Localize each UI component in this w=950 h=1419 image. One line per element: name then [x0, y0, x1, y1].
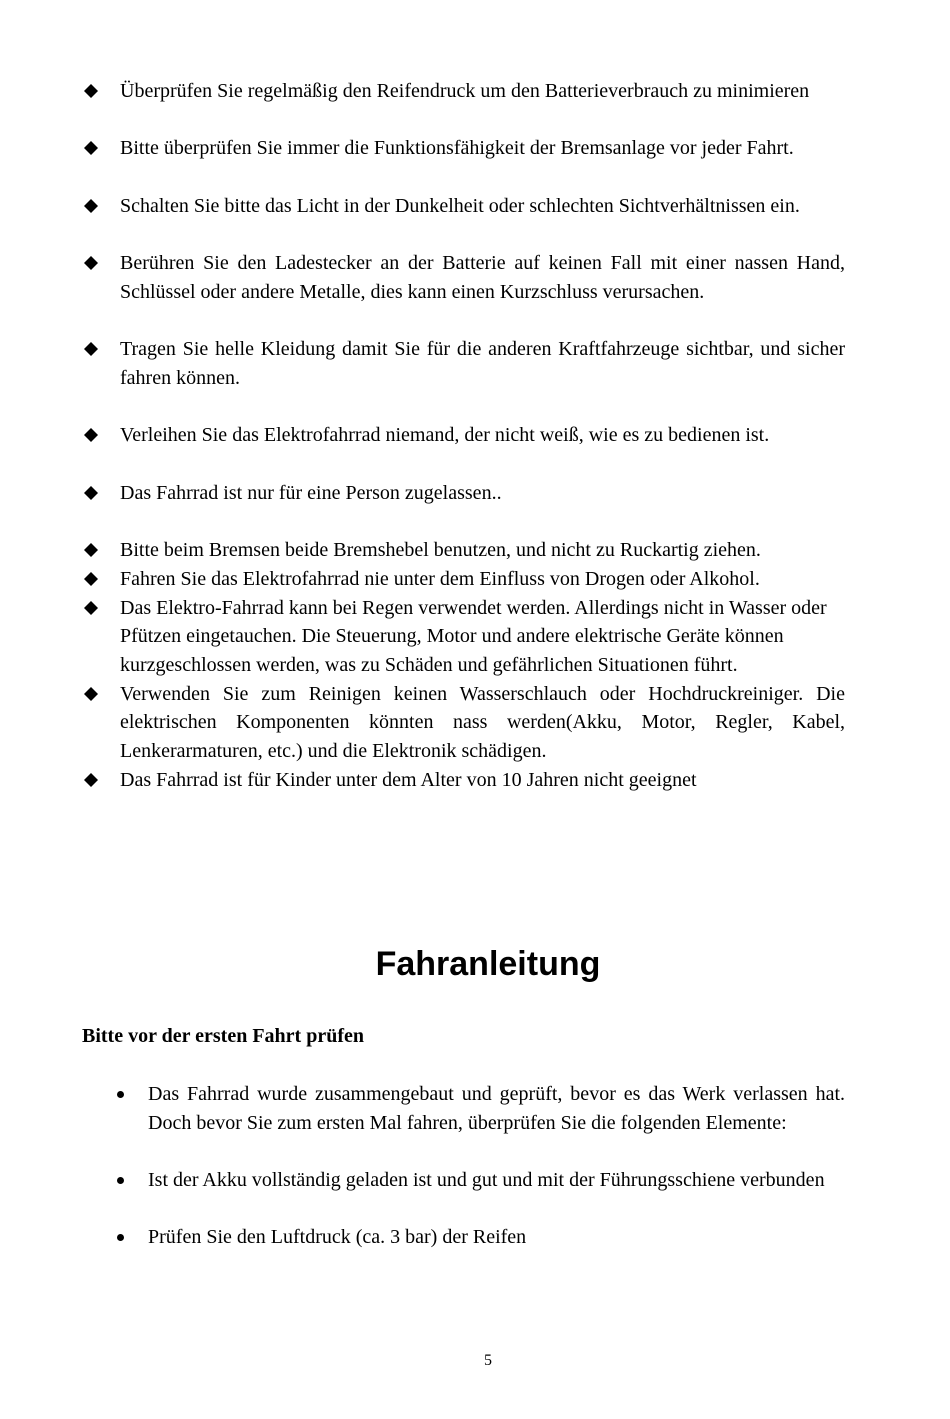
list-item	[82, 1223, 845, 1252]
list-item-text: Ist der Akku vollständig geladen ist und gut und mit der Führungsschiene verbunden	[148, 1169, 825, 1192]
list-item	[82, 565, 845, 594]
list-item-text: Das Elektro-Fahrrad kann bei Regen verwendet werden. Allerdings nicht in Wasser oder Pfützen eingetauchen. Die Steuerung, Motor und andere elektrische Geräte können kurzgeschlossen werden, was zu Schäden und gefährlichen Situationen führt.	[120, 596, 827, 676]
list-item	[82, 134, 845, 163]
list-item-text: Tragen Sie helle Kleidung damit Sie für die anderen Kraftfahrzeuge sichtbar, und sicher fahren können.	[120, 338, 845, 389]
diamond-bullet-icon	[84, 486, 98, 500]
section-subtitle: Bitte vor der ersten Fahrt prüfen	[82, 1025, 364, 1047]
list-item	[82, 536, 845, 565]
list-item-text: Schalten Sie bitte das Licht in der Dunkelheit oder schlechten Sichtverhältnissen ein.	[120, 194, 800, 217]
list-item	[82, 594, 845, 680]
diamond-bullet-icon	[84, 342, 98, 356]
safety-list	[82, 77, 845, 794]
diamond-bullet-icon	[84, 687, 98, 701]
list-item-text: Das Fahrrad ist für Kinder unter dem Alter von 10 Jahren nicht geeignet	[120, 768, 697, 791]
list-item-text: Verwenden Sie zum Reinigen keinen Wasserschlauch oder Hochdruckreiniger. Die elektrischen Komponenten könnten nass werden(Akku, Motor, Regler, Kabel, Lenkerarmaturen, etc.) und die Elektronik schädigen.	[120, 682, 845, 763]
diamond-bullet-icon	[84, 428, 98, 442]
list-item	[82, 680, 845, 766]
list-item-text: Das Fahrrad ist nur für eine Person zugelassen..	[120, 481, 502, 504]
list-item	[82, 249, 845, 306]
list-item-text: Prüfen Sie den Luftdruck (ca. 3 bar) der Reifen	[148, 1226, 527, 1249]
diamond-bullet-icon	[84, 601, 98, 615]
diamond-bullet-icon	[84, 256, 98, 270]
list-item-text: Berühren Sie den Ladestecker an der Batterie auf keinen Fall mit einer nassen Hand, Schlüssel oder andere Metalle, dies kann einen Kurzschluss verursachen.	[120, 252, 845, 303]
list-item-text: Verleihen Sie das Elektrofahrrad niemand, der nicht weiß, wie es zu bedienen ist.	[120, 424, 770, 447]
list-item-text: Das Fahrrad wurde zusammengebaut und geprüft, bevor es das Werk verlassen hat. Doch bevor Sie zum ersten Mal fahren, überprüfen Sie die folgenden Elemente:	[148, 1083, 845, 1134]
diamond-bullet-icon	[84, 84, 98, 98]
list-item-text: Bitte beim Bremsen beide Bremshebel benutzen, und nicht zu Ruckartig ziehen.	[120, 539, 761, 562]
diamond-bullet-icon	[84, 543, 98, 557]
dot-bullet-icon	[117, 1234, 124, 1241]
section-title: Fahranleitung	[375, 945, 601, 983]
list-item-text: Fahren Sie das Elektrofahrrad nie unter dem Einfluss von Drogen oder Alkohol.	[120, 567, 760, 590]
dot-bullet-icon	[117, 1177, 124, 1184]
diamond-bullet-icon	[84, 141, 98, 155]
checklist	[82, 1080, 845, 1281]
diamond-bullet-icon	[84, 773, 98, 787]
list-item	[82, 335, 845, 392]
list-item-text: Bitte überprüfen Sie immer die Funktionsfähigkeit der Bremsanlage vor jeder Fahrt.	[120, 137, 794, 160]
list-item	[82, 1080, 845, 1137]
list-item	[82, 77, 845, 106]
list-item	[82, 766, 845, 795]
page-number: 5	[484, 1352, 492, 1369]
list-item	[82, 479, 845, 508]
list-item-text: Überprüfen Sie regelmäßig den Reifendruck um den Batterieverbrauch zu minimieren	[120, 80, 810, 102]
list-item	[82, 192, 845, 221]
dot-bullet-icon	[117, 1091, 124, 1098]
diamond-bullet-icon	[84, 572, 98, 586]
diamond-bullet-icon	[84, 199, 98, 213]
list-item	[82, 1166, 845, 1195]
list-item	[82, 421, 845, 450]
